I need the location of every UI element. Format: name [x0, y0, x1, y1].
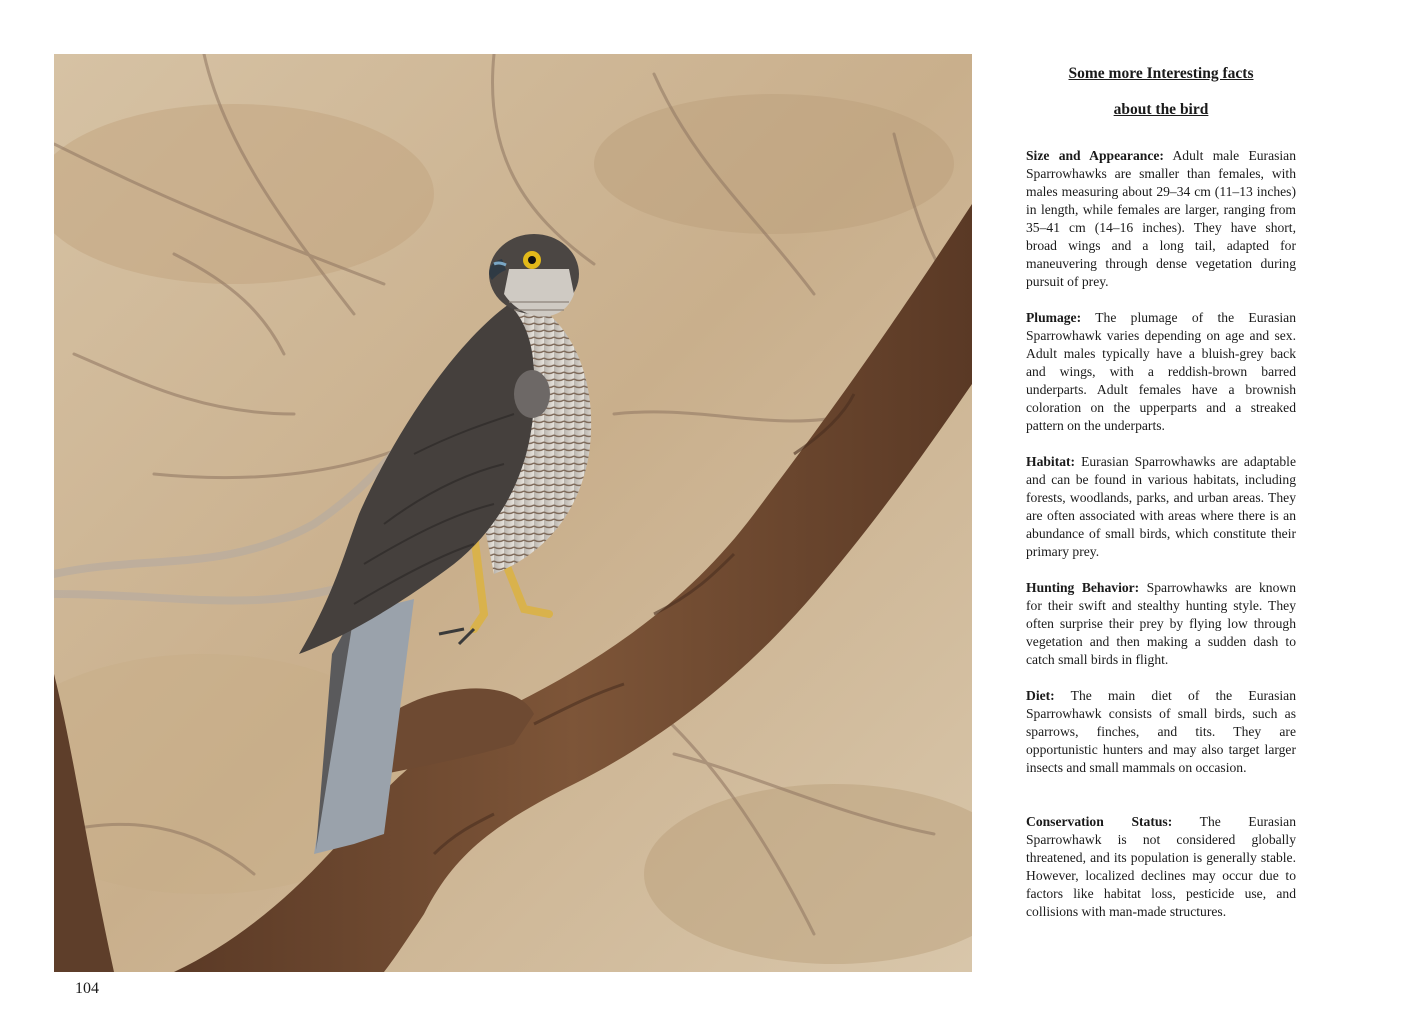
sparrowhawk-illustration	[54, 54, 972, 972]
fact-plumage	[1026, 309, 1296, 435]
fact-text: Sparrowhawks are known for their swift and stealthy hunting style. They often surprise their prey by flying low through vegetation and then making a sudden dash to catch small birds in flight.	[1026, 580, 1296, 667]
fact-term: Diet:	[1026, 688, 1055, 703]
fact-diet	[1026, 687, 1296, 777]
fact-term: Size and Appearance:	[1026, 148, 1164, 163]
fact-habitat	[1026, 453, 1296, 561]
fact-text: The Eurasian Sparrowhawk is not considered globally threatened, and its population is generally stable. However, localized declines may occur due to factors like habitat loss, pesticide use, and collisions with man-made structures.	[1026, 814, 1296, 919]
fact-term: Habitat:	[1026, 454, 1076, 469]
fact-size-and-appearance	[1026, 147, 1296, 291]
sparrowhawk-photo	[54, 54, 972, 972]
fact-hunting-behavior	[1026, 579, 1296, 669]
fact-term: Hunting Behavior:	[1026, 580, 1140, 595]
fact-conservation-status	[1026, 813, 1296, 921]
fact-text: The main diet of the Eurasian Sparrowhawk consists of small birds, such as sparrows, finches, and tits. They are opportunistic hunters and may also target larger insects and small mammals on occasion.	[1026, 688, 1296, 775]
facts-column	[1026, 56, 1296, 921]
fact-term: Conservation Status:	[1026, 814, 1173, 829]
fact-text: Adult male Eurasian Sparrowhawks are smaller than females, with males measuring about 29–34 cm (11–13 inches) in length, while females are larger, ranging from 35–41 cm (14–16 inches). They have short, broad wings and a long tail, adapted for maneuvering through dense vegetation during pursuit of prey.	[1026, 148, 1296, 289]
fact-term: Plumage:	[1026, 310, 1082, 325]
facts-heading-line1: Some more Interesting facts	[1068, 65, 1254, 82]
fact-text: The plumage of the Eurasian Sparrowhawk varies depending on age and sex. Adult males typically have a bluish-grey back and wings, with a reddish-brown barred underparts. Adult females have a brownish coloration on the upperparts and a streaked pattern on the underparts.	[1026, 310, 1296, 433]
page-number: 104	[75, 980, 99, 997]
fact-text: Eurasian Sparrowhawks are adaptable and can be found in various habitats, including forests, woodlands, parks, and urban areas. They are often associated with areas where there is an abundance of small birds, which constitute their primary prey.	[1026, 454, 1296, 559]
facts-heading-line2: about the bird	[1113, 101, 1209, 118]
